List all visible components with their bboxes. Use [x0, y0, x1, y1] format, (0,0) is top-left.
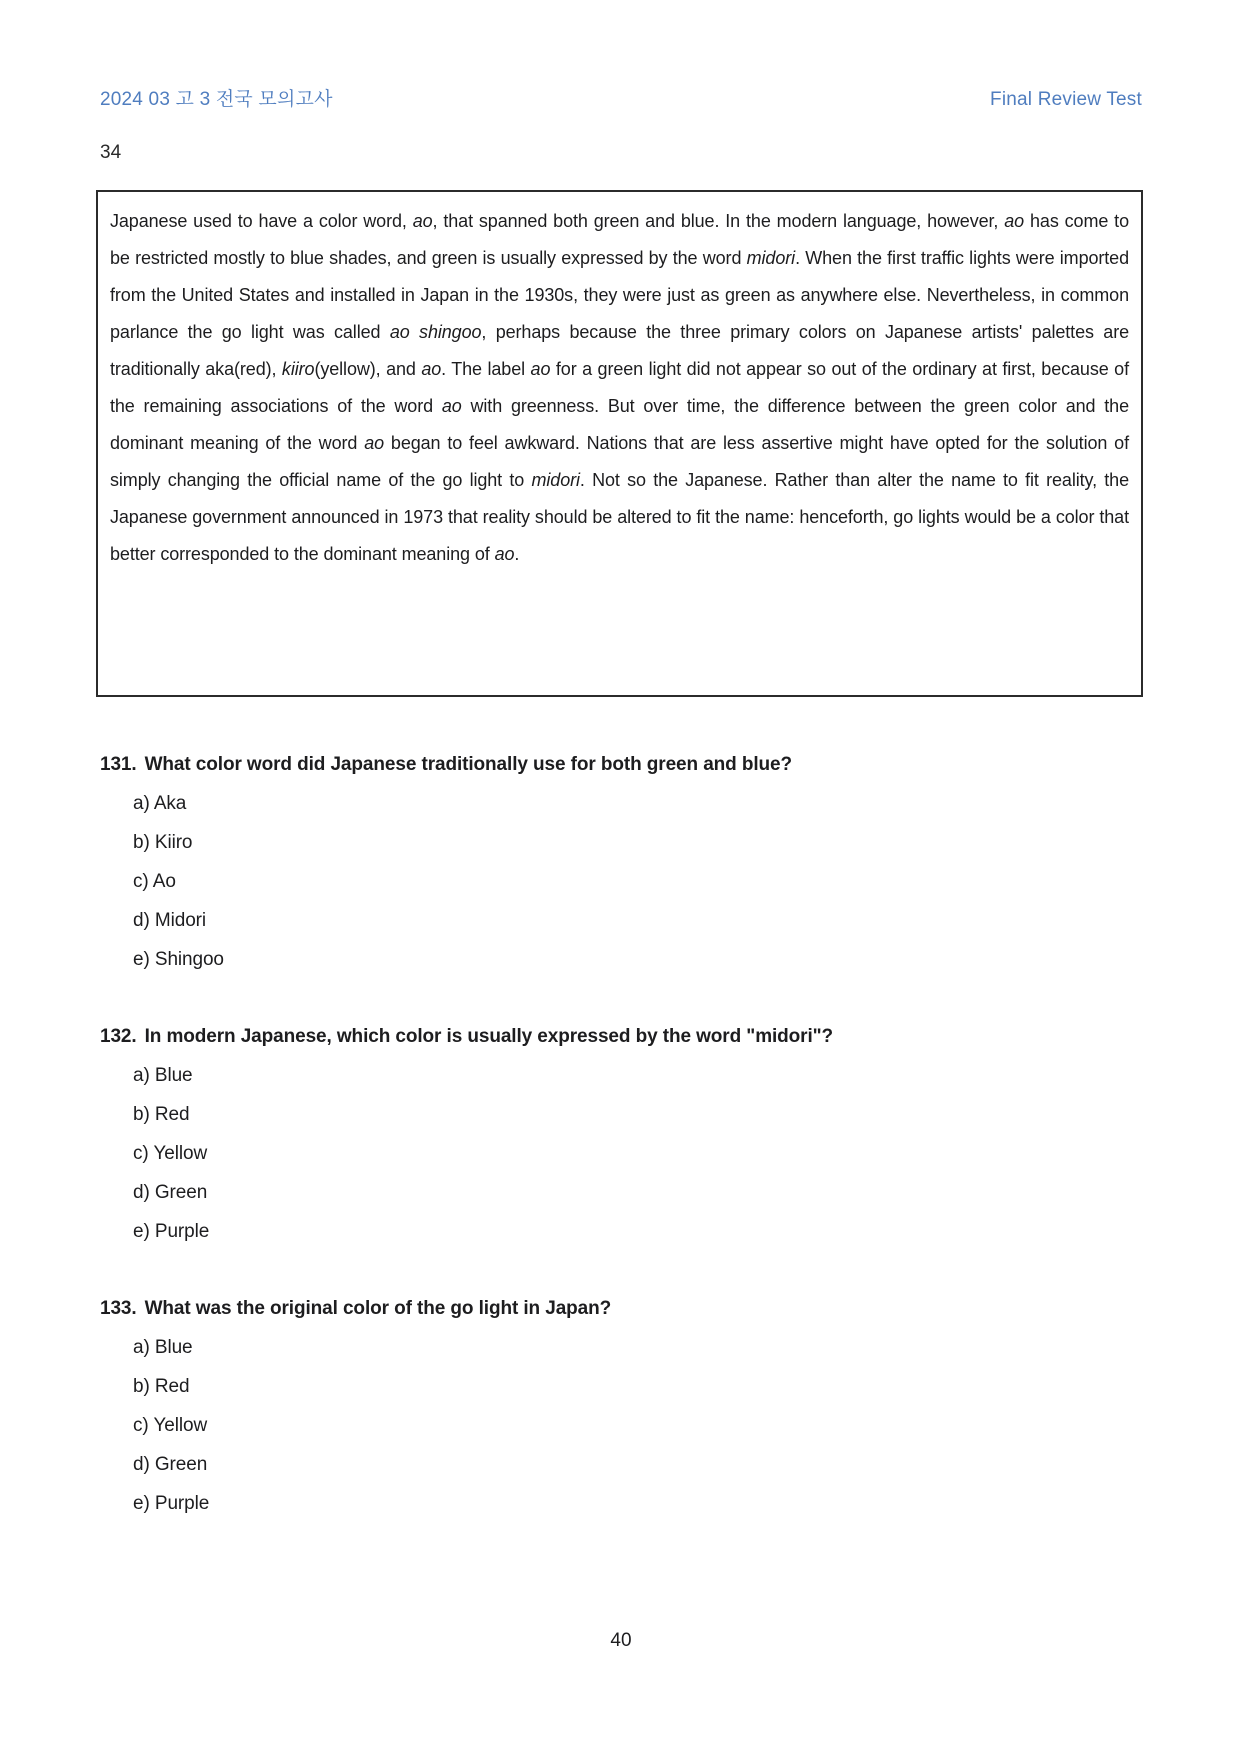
question-title [100, 745, 1142, 784]
answer-option: d) Green [133, 1182, 208, 1203]
question-block-132 [100, 1017, 1142, 1251]
options-list [100, 784, 1142, 979]
options-list [100, 1056, 1142, 1251]
question-text: What was the original color of the go light in Japan? [144, 1298, 612, 1319]
answer-option: b) Red [133, 1104, 190, 1125]
answer-option: a) Blue [133, 1065, 193, 1086]
page-number: 40 [610, 1630, 632, 1651]
answer-option: e) Shingoo [133, 949, 224, 970]
question-block-133 [100, 1289, 1142, 1523]
answer-option: b) Red [133, 1376, 190, 1397]
page-footer [100, 1629, 1142, 1653]
passage-box [96, 190, 1143, 697]
passage-text: Japanese used to have a color word, ao, that spanned both green and blue. In the modern language, however, ao has come to be restricted mostly to blue shades, and green is usually expressed by the word midori. When the first traffic lights were imported from the United States and installed in Japan in the 1930s, they were just as green as anywhere else. Nevertheless, in common parlance the go light was called ao shingoo, perhaps because the three primary colors on Japanese artists' palettes are traditionally aka(red), kiiro(yellow), and ao. The label ao for a green light did not appear so out of the ordinary at first, because of the remaining associations of the word ao with greenness. But over time, the difference between the green color and the dominant meaning of the word ao began to feel awkward. Nations that are less assertive might have opted for the solution of simply changing the official name of the go light to midori. Not so the Japanese. Rather than alter the name to fit reality, the Japanese government announced in 1973 that reality should be altered to fit the name: henceforth, go lights would be a color that better corresponded to the dominant meaning of ao. [110, 211, 1130, 564]
test-name: Final Review Test [990, 89, 1142, 110]
exam-title: 2024 03 고 3 전국 모의고사 [100, 89, 333, 110]
options-list [100, 1328, 1142, 1523]
question-number: 133. [100, 1298, 137, 1319]
question-title [100, 1017, 1142, 1056]
question-title [100, 1289, 1142, 1328]
question-number: 132. [100, 1026, 137, 1047]
question-block-131 [100, 745, 1142, 979]
page-header [100, 88, 1142, 112]
question-text: What color word did Japanese traditionally use for both green and blue? [144, 754, 793, 775]
answer-option: d) Green [133, 1454, 208, 1475]
passage-number: 34 [100, 142, 122, 163]
answer-option: d) Midori [133, 910, 207, 931]
answer-option: e) Purple [133, 1221, 210, 1242]
answer-option: c) Ao [133, 871, 176, 892]
question-number: 131. [100, 754, 137, 775]
answer-option: e) Purple [133, 1493, 210, 1514]
answer-option: a) Aka [133, 793, 187, 814]
answer-option: a) Blue [133, 1337, 193, 1358]
answer-option: c) Yellow [133, 1415, 208, 1436]
answer-option: b) Kiiro [133, 832, 193, 853]
answer-option: c) Yellow [133, 1143, 208, 1164]
question-text: In modern Japanese, which color is usually expressed by the word "midori"? [144, 1026, 834, 1047]
